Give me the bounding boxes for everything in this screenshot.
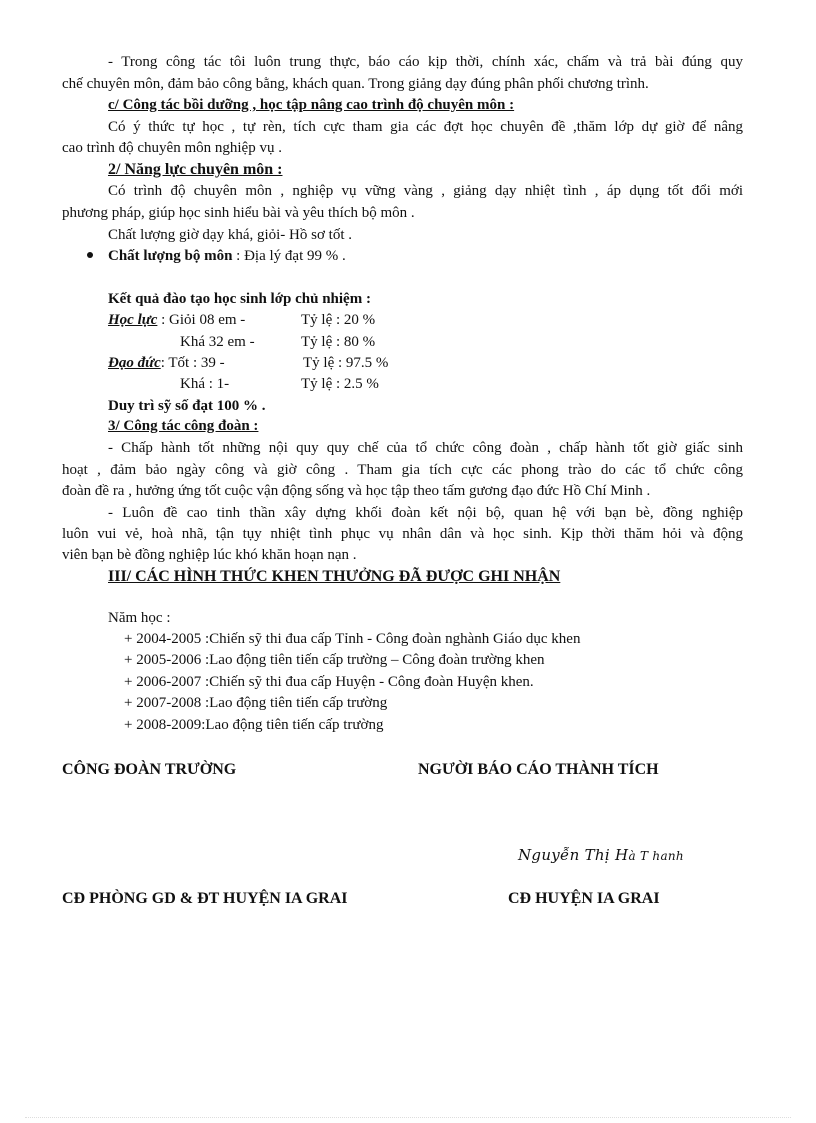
signature-right-bottom: CĐ HUYỆN IA GRAI (508, 890, 660, 907)
award-item: + 2005-2006 :Lao động tiên tiến cấp trường – Công đoàn trường khen (124, 652, 545, 668)
para1-line2: chế chuyên môn, đảm bảo công bằng, khách quan. Trong giảng dạy đúng phân phối chương trình. (62, 76, 649, 92)
section-3-heading: 3/ Công tác công đoàn : (108, 418, 259, 434)
hoc-luc-row1 (108, 311, 245, 330)
section-3-p1-line1: - Chấp hành tốt những nội quy quy chế của tổ chức công đoàn , chấp hành tốt giờ giấc sinh (108, 440, 743, 456)
dao-duc-2-rate: Tỷ lệ : 2.5 % (301, 376, 379, 392)
handwritten-signature (518, 846, 684, 864)
year-label: Năm học : (108, 610, 171, 626)
signer-name: Nguyễn Thị H (518, 846, 629, 864)
dao-duc-1-rate: Tỷ lệ : 97.5 % (303, 355, 389, 371)
dao-duc-label: Đạo đức (108, 355, 161, 371)
dao-duc-1: : Tốt : 39 - (160, 355, 225, 371)
award-item: + 2006-2007 :Chiến sỹ thi đua cấp Huyện - Công đoàn Huyện khen. (124, 674, 534, 690)
section-c-heading: c/ Công tác bồi dưỡng , học tập nâng cao trình độ chuyên môn : (108, 97, 515, 113)
section-2-heading: 2/ Năng lực chuyên môn : (108, 161, 283, 178)
hoc-luc-2: Khá 32 em - (180, 334, 255, 350)
dao-duc-row1 (108, 354, 225, 373)
dao-duc-2: Khá : 1- (180, 376, 230, 392)
signer-name-suffix: à T hanh (628, 849, 684, 863)
retention-line: Duy trì sỹ số đạt 100 % . (108, 398, 266, 414)
award-item: + 2008-2009:Lao động tiên tiến cấp trường (124, 717, 384, 733)
section-3-p2-line1: - Luôn đề cao tinh thần xây dựng khối đoàn kết nội bộ, quan hệ với bạn bè, đồng nghiệp (108, 505, 743, 521)
page-bottom-divider (25, 1117, 791, 1118)
hoc-luc-1: : Giỏi 08 em - (157, 312, 246, 328)
hoc-luc-1-rate: Tỷ lệ : 20 % (301, 312, 376, 328)
quality-text: : Địa lý đạt 99 % . (232, 248, 346, 264)
section-c-line1: Có ý thức tự học , tự rèn, tích cực tham gia các đợt học chuyên đề ,thăm lớp dự giờ để nâng (108, 119, 743, 135)
para1-line1: - Trong công tác tôi luôn trung thực, báo cáo kịp thời, chính xác, chấm và trả bài đúng quy (108, 54, 743, 70)
section-3-p2-line3: viên bạn bè đồng nghiệp lúc khó khăn hoạn nạn . (62, 547, 357, 563)
award-item: + 2007-2008 :Lao động tiên tiến cấp trường (124, 695, 388, 711)
bullet-icon (87, 252, 93, 258)
signature-right-title: NGƯỜI BÁO CÁO THÀNH TÍCH (418, 761, 659, 778)
award-item: + 2004-2005 :Chiến sỹ thi đua cấp Tỉnh - Công đoàn nghành Giáo dục khen (124, 631, 581, 647)
section-3-p2-line2: luôn vui vẻ, hoà nhã, tận tụy nhiệt tình phục vụ nhân dân và học sinh. Kịp thời thăm hỏi và động (62, 526, 743, 542)
quality-label: Chất lượng bộ môn (108, 248, 233, 264)
section-2-line1: Có trình độ chuyên môn , nghiệp vụ vững vàng , giảng dạy nhiệt tình , áp dụng tốt đổi mới (108, 183, 743, 199)
results-heading: Kết quả đào tạo học sinh lớp chủ nhiệm : (108, 291, 371, 307)
hoc-luc-label: Học lực (108, 312, 158, 328)
quality-bullet (108, 247, 346, 266)
section-c-line2: cao trình độ chuyên môn nghiệp vụ . (62, 140, 282, 156)
signature-left-bottom: CĐ PHÒNG GD & ĐT HUYỆN IA GRAI (62, 890, 348, 907)
section-2-line3: Chất lượng giờ dạy khá, giỏi- Hồ sơ tốt . (108, 227, 352, 243)
section-2-line2: phương pháp, giúp học sinh hiểu bài và yêu thích bộ môn . (62, 205, 415, 221)
section-3-p1-line3: đoàn đề ra , hưởng ứng tốt cuộc vận động sống và học tập theo tấm gương đạo đức Hồ Chí Minh . (62, 483, 651, 499)
section-iii-heading: III/ CÁC HÌNH THỨC KHEN THƯỞNG ĐÃ ĐƯỢC GHI NHẬN (108, 568, 561, 585)
hoc-luc-2-rate: Tỷ lệ : 80 % (301, 334, 376, 350)
section-3-p1-line2: hoạt , đảm bảo ngày công và giờ công . Tham gia tích cực các phong trào do các tổ chức công (62, 462, 743, 478)
signature-left-title: CÔNG ĐOÀN TRƯỜNG (62, 761, 237, 778)
